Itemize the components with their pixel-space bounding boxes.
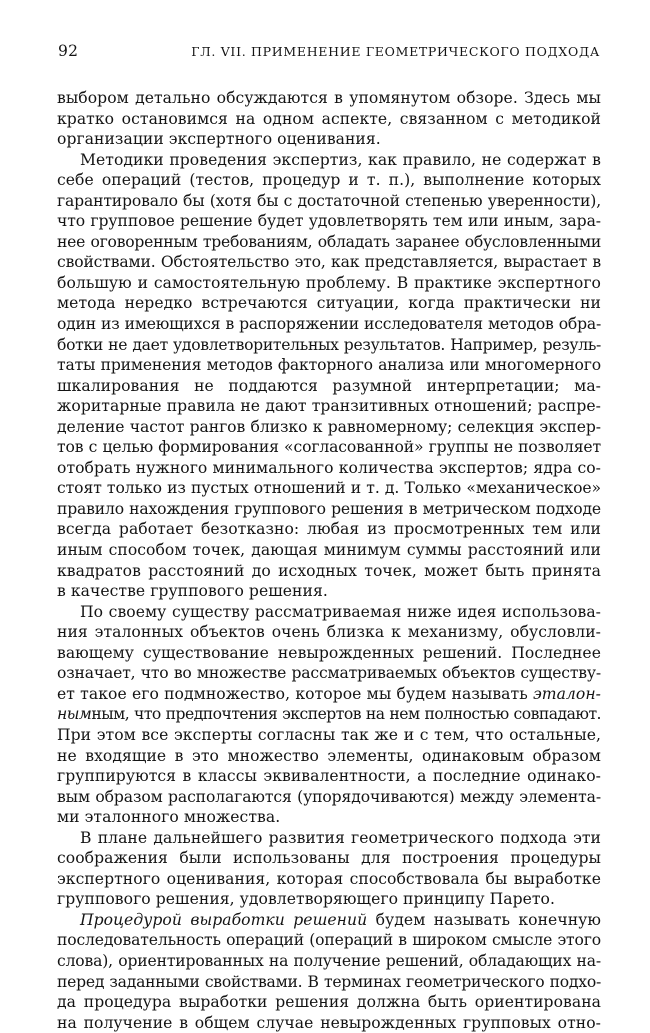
text-line: жоритарные правила не дают транзитивных отношений; распре- (57, 397, 601, 416)
text-line: квадратов расстояний до исходных точек, может быть принята (57, 561, 601, 580)
paragraph (57, 88, 601, 150)
text-line: один из имеющихся в распоряжении исследователя методов обра- (57, 315, 601, 334)
text-line: правило нахождения группового решения в метрическом подходе (57, 499, 601, 518)
text-line: гарантировало бы (хотя бы с достаточной степенью уверенности), (57, 191, 601, 210)
text-line: вым образом располагаются (упорядочиваются) между элемента- (57, 787, 601, 806)
text-fragment: ет такое его подмножество, которое мы будем называть (57, 684, 528, 703)
text-line (57, 910, 601, 931)
text-line: свойствами. Обстоятельство это, как представляется, вырастает в (57, 253, 601, 272)
body-text (57, 88, 601, 1033)
text-line: всегда работает безотказно: любая из просмотренных тем или (57, 520, 601, 539)
text-line: организации экспертного оценивания. (57, 130, 381, 149)
page-header (58, 42, 600, 68)
text-line: что групповое решение будет удовлетворять тем или иным, зара- (57, 212, 601, 231)
text-line: на получение в общем случае невырожденных групповых отно- (57, 1013, 601, 1032)
text-line: слова), ориентированных на получение решений, обладающих на- (57, 951, 601, 970)
text-line: метода нередко встречаются ситуации, когда практически ни (57, 294, 601, 313)
text-line: группируются в классы эквивалентности, а последние одинако- (57, 767, 601, 786)
text-line: По своему существу рассматриваемая ниже идея использова- (80, 602, 601, 621)
text-line: кратко остановимся на одном аспекте, связанном с методикой (57, 109, 601, 128)
text-line: ния эталонных объектов очень близка к механизму, обусловли- (57, 623, 601, 642)
text-fragment: будем называть конечную (375, 910, 601, 929)
paragraph (57, 150, 601, 602)
text-line: ми эталонного множества. (57, 808, 281, 827)
paragraph (57, 828, 601, 910)
paragraph (57, 910, 601, 1033)
running-head: ГЛ. VII. ПРИМЕНЕНИЕ ГЕОМЕТРИЧЕСКОГО ПОДХОДА (191, 44, 600, 59)
text-line: в качестве группового решения. (57, 582, 328, 601)
text-line (57, 684, 601, 705)
text-line: экспертного оценивания, которая способствовала бы выработке (57, 869, 601, 888)
text-line: не входящие в это множество элементы, одинаковым образом (57, 746, 601, 765)
text-line: При этом все эксперты согласны так же и с тем, что остальные, (57, 725, 601, 744)
text-line: стоят только из пустых отношений и т. д. Только «механическое» (57, 479, 601, 498)
text-line: иным способом точек, дающая минимум суммы расстояний или (57, 541, 601, 560)
text-line: большую и самостоятельную проблему. В практике экспертного (57, 273, 601, 292)
paragraph (57, 602, 601, 828)
text-line (57, 704, 601, 725)
text-line: да процедура выработки решения должна быть ориентирована (57, 993, 601, 1012)
text-line: тов с целью формирования «согласованной» группы не позволяет (57, 438, 601, 457)
page-number: 92 (58, 42, 79, 60)
text-line: группового решения, удовлетворяющего принципу Парето. (57, 890, 556, 909)
text-fragment: ным, что предпочтения экспертов на нем полностью совпадают. (91, 705, 601, 724)
text-line: вающему существование невырожденных решений. Последнее (57, 643, 601, 662)
text-line: таты применения методов факторного анализа или многомерного (57, 356, 601, 375)
emphasis-term: эталон- (532, 684, 601, 703)
text-line: соображения были использованы для построения процедуры (57, 849, 601, 868)
text-line: нее оговоренным требованиям, обладать заранее обусловленными (57, 232, 601, 251)
text-line: ботки не дает удовлетворительных результатов. Например, резуль- (57, 335, 601, 354)
text-line: В плане дальнейшего развития геометрического подхода эти (80, 828, 601, 847)
text-line: последовательность операций (операций в широком смысле этого (57, 931, 601, 950)
text-line: деление частот рангов близко к равномерному; селекция экспер- (57, 417, 601, 436)
text-line: Методики проведения экспертиз, как правило, не содержат в (80, 150, 601, 169)
text-line: выбором детально обсуждаются в упомянутом обзоре. Здесь мы (57, 89, 601, 107)
text-line: себе операций (тестов, процедур и т. п.), выполнение которых (57, 171, 601, 190)
emphasis-term: ным (57, 705, 92, 724)
text-line: означает, что во множестве рассматриваемых объектов существу- (57, 664, 601, 683)
text-line: отобрать нужного минимального количества экспертов; ядра со- (57, 458, 601, 477)
emphasis-term: Процедурой выработки решений (80, 910, 368, 929)
text-line: перед заданными свойствами. В терминах геометрического подхо- (57, 972, 601, 991)
text-line: шкалирования не поддаются разумной интерпретации; ма- (57, 376, 601, 395)
